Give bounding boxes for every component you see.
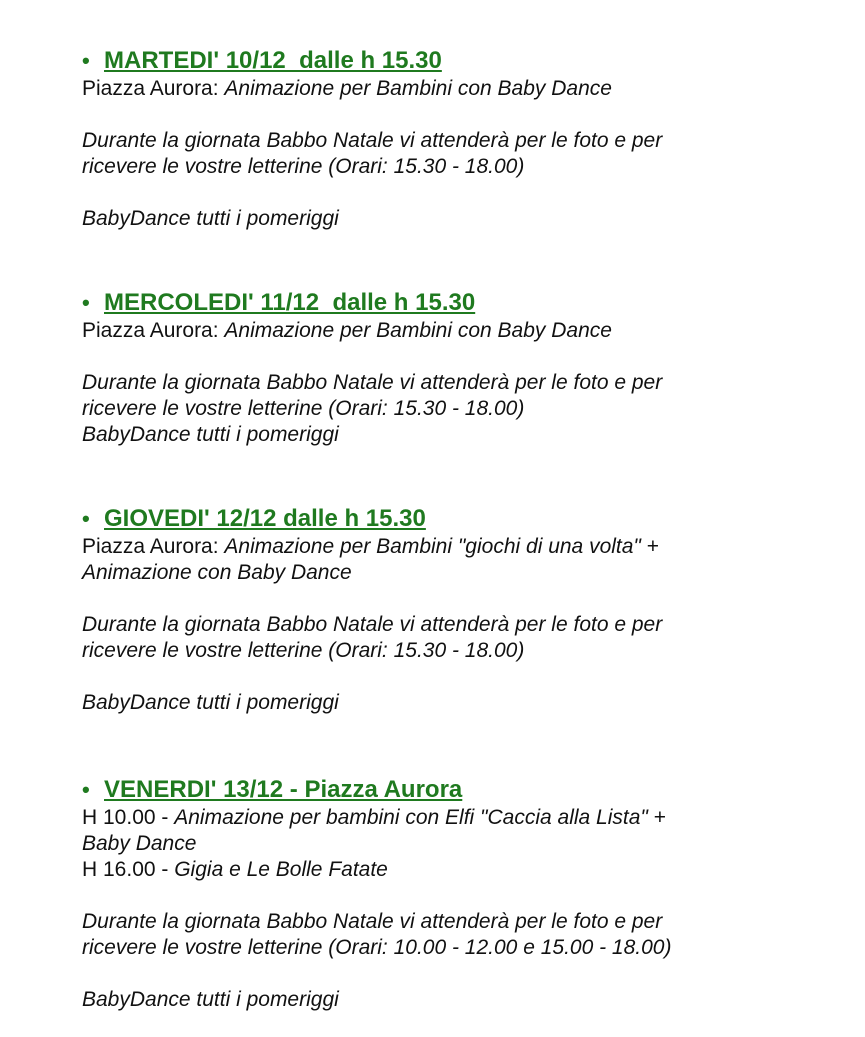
event-title-link[interactable]: VENERDI' 13/12 - Piazza Aurora [104,776,463,803]
event-title-link[interactable]: MARTEDI' 10/12 dalle h 15.30 [104,47,442,74]
event-venerdi [82,775,842,1013]
babydance-note: BabyDance tutti i pomeriggi [82,423,339,446]
bullet-icon: • [82,777,90,802]
event-giovedi [82,504,842,716]
santa-hours-line: ricevere le vostre letterine (Orari: 15.30 - 18.00) [82,397,525,420]
activity-text: Gigia e Le Bolle Fatate [174,858,388,881]
event-title-link[interactable]: GIOVEDI' 12/12 dalle h 15.30 [104,505,426,532]
event-program-line [82,318,842,344]
event-program-line [82,857,842,883]
bullet-icon: • [82,506,90,531]
babydance-note: BabyDance tutti i pomeriggi [82,988,339,1011]
santa-hours-line: ricevere le vostre letterine (Orari: 10.00 - 12.00 e 15.00 - 18.00) [82,936,672,959]
location-label: Piazza Aurora: [82,319,225,342]
bullet-icon: • [82,290,90,315]
event-header [82,504,842,534]
santa-hours-line: ricevere le vostre letterine (Orari: 15.30 - 18.00) [82,639,525,662]
santa-info-line: Durante la giornata Babbo Natale vi attenderà per le foto e per [82,129,663,152]
event-program-line [82,534,842,560]
santa-hours-line: ricevere le vostre letterine (Orari: 15.30 - 18.00) [82,155,525,178]
activity-text: Animazione per bambini con Elfi "Caccia alla Lista" [174,806,648,829]
event-program-line [82,76,842,102]
event-header [82,775,842,805]
event-header [82,288,842,318]
event-header [82,46,842,76]
time-label: H 16.00 - [82,858,175,881]
event-title-link[interactable]: MERCOLEDI' 11/12 dalle h 15.30 [104,289,476,316]
plus-sign: + [640,535,659,558]
location-label: Piazza Aurora: [82,535,225,558]
activity-text: Animazione per Bambini con Baby Dance [224,319,612,342]
event-program-line [82,805,842,831]
activity-text: Animazione per Bambini con Baby Dance [224,77,612,100]
plus-sign: + [647,806,666,829]
babydance-note: BabyDance tutti i pomeriggi [82,207,339,230]
event-mercoledi [82,288,842,448]
santa-info-line: Durante la giornata Babbo Natale vi attenderà per le foto e per [82,910,663,933]
event-martedi [82,46,842,232]
santa-info-line: Durante la giornata Babbo Natale vi attenderà per le foto e per [82,613,663,636]
babydance-note: BabyDance tutti i pomeriggi [82,691,339,714]
activity-continuation: Baby Dance [82,832,197,855]
activity-continuation: Animazione con Baby Dance [82,561,352,584]
time-label: H 10.00 - [82,806,175,829]
santa-info-line: Durante la giornata Babbo Natale vi attenderà per le foto e per [82,371,663,394]
bullet-icon: • [82,48,90,73]
location-label: Piazza Aurora: [82,77,225,100]
activity-text: Animazione per Bambini "giochi di una volta" [224,535,641,558]
